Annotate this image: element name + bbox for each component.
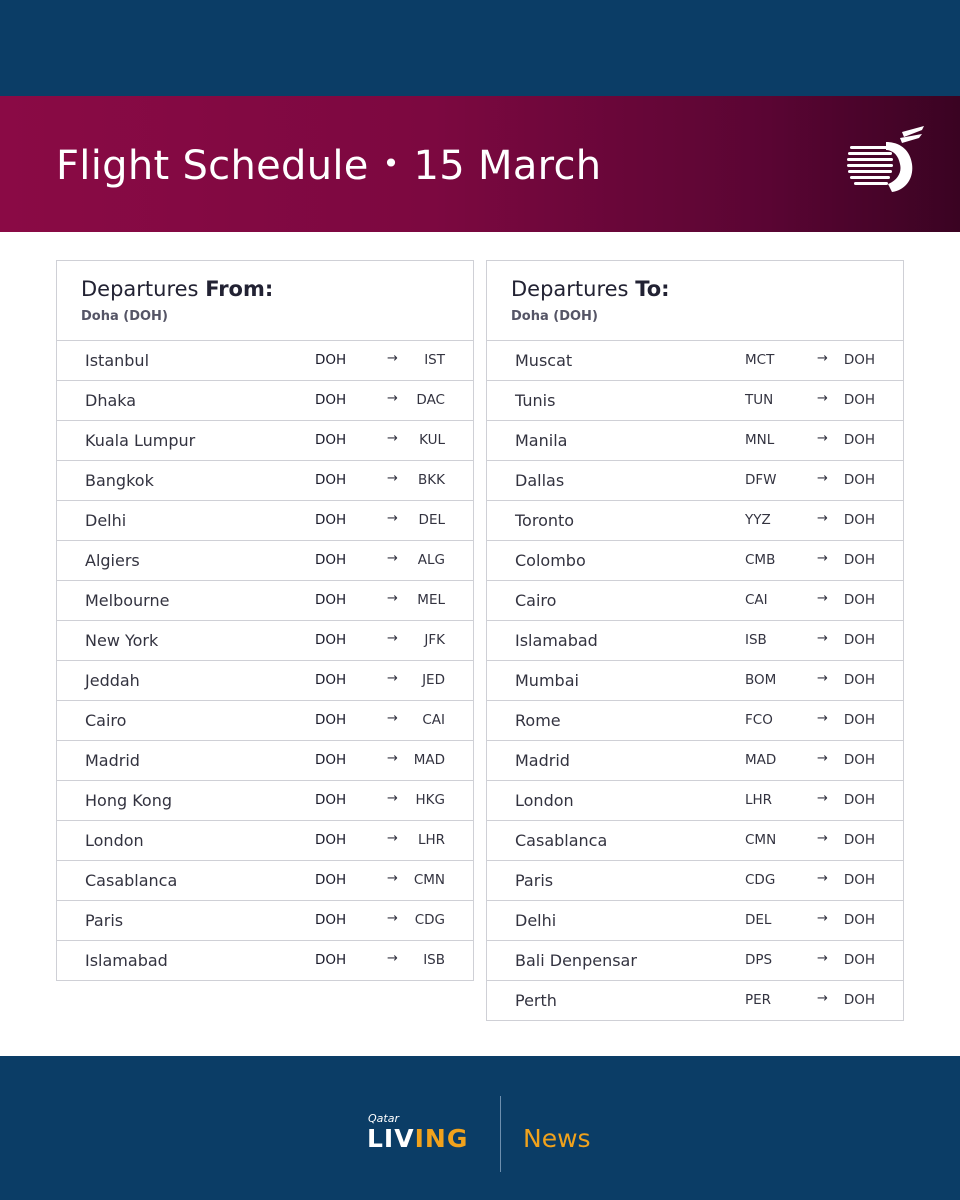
route-row <box>487 981 903 1021</box>
origin-code: DOH <box>315 472 347 488</box>
title-prefix: Departures <box>81 277 199 301</box>
origin-code: PER <box>745 992 772 1008</box>
top-bar <box>0 0 960 96</box>
route-row <box>57 621 473 661</box>
arrow-right-icon: → <box>817 831 828 846</box>
origin-code: CAI <box>745 592 768 608</box>
arrow-right-icon: → <box>387 831 398 846</box>
destination-code: DOH <box>843 632 875 648</box>
route-row <box>57 941 473 981</box>
destination-code: DOH <box>843 592 875 608</box>
departures-to-destination: Doha (DOH) <box>511 309 598 324</box>
route-city: Delhi <box>515 911 557 930</box>
arrow-right-icon: → <box>817 791 828 806</box>
route-city: Bali Denpensar <box>515 951 637 970</box>
origin-code: CDG <box>745 872 776 888</box>
route-city: Toronto <box>515 511 575 530</box>
destination-code: DOH <box>843 352 875 368</box>
route-row <box>487 581 903 621</box>
route-city: New York <box>85 631 159 650</box>
destination-code: DOH <box>843 672 875 688</box>
route-city: London <box>85 831 144 850</box>
arrow-right-icon: → <box>387 391 398 406</box>
route-row <box>57 341 473 381</box>
departures-from-header <box>57 261 473 341</box>
route-row <box>57 541 473 581</box>
page-title <box>56 143 602 189</box>
destination-code: DOH <box>843 872 875 888</box>
origin-code: DOH <box>315 952 347 968</box>
route-city: Jeddah <box>85 671 140 690</box>
route-city: Melbourne <box>85 591 170 610</box>
route-row <box>57 421 473 461</box>
route-row <box>57 381 473 421</box>
origin-code: BOM <box>745 672 777 688</box>
route-row <box>57 581 473 621</box>
route-row <box>487 741 903 781</box>
route-city: Istanbul <box>85 351 150 370</box>
route-row <box>487 901 903 941</box>
oryx-icon <box>842 124 928 198</box>
route-city: Mumbai <box>515 671 579 690</box>
origin-code: DOH <box>315 832 347 848</box>
brand-accent: ING <box>414 1124 469 1153</box>
route-city: Bangkok <box>85 471 154 490</box>
title-date: 15 March <box>413 143 602 189</box>
departures-from-title <box>81 277 273 301</box>
arrow-right-icon: → <box>387 871 398 886</box>
arrow-right-icon: → <box>387 751 398 766</box>
destination-code: DOH <box>843 832 875 848</box>
origin-code: DFW <box>745 472 777 488</box>
destination-code: DOH <box>843 392 875 408</box>
destination-code: DEL <box>418 512 445 528</box>
departures-to-card <box>486 260 904 1021</box>
origin-code: DOH <box>315 672 347 688</box>
arrow-right-icon: → <box>387 911 398 926</box>
arrow-right-icon: → <box>387 671 398 686</box>
destination-code: LHR <box>417 832 445 848</box>
arrow-right-icon: → <box>387 471 398 486</box>
arrow-right-icon: → <box>817 751 828 766</box>
destination-code: DOH <box>843 912 875 928</box>
route-row <box>487 421 903 461</box>
arrow-right-icon: → <box>817 591 828 606</box>
route-row <box>487 461 903 501</box>
arrow-right-icon: → <box>817 551 828 566</box>
origin-code: LHR <box>745 792 773 808</box>
route-row <box>57 821 473 861</box>
arrow-right-icon: → <box>387 431 398 446</box>
arrow-right-icon: → <box>387 511 398 526</box>
title-prefix: Departures <box>511 277 629 301</box>
destination-code: MEL <box>417 592 445 608</box>
destination-code: DOH <box>843 432 875 448</box>
route-row <box>57 661 473 701</box>
route-row <box>487 781 903 821</box>
arrow-right-icon: → <box>817 471 828 486</box>
arrow-right-icon: → <box>387 351 398 366</box>
route-city: Tunis <box>515 391 556 410</box>
route-row <box>487 661 903 701</box>
arrow-right-icon: → <box>817 671 828 686</box>
arrow-right-icon: → <box>817 991 828 1006</box>
departures-from-origin: Doha (DOH) <box>81 309 168 324</box>
route-row <box>57 461 473 501</box>
arrow-right-icon: → <box>387 791 398 806</box>
route-city: Cairo <box>515 591 557 610</box>
route-row <box>57 901 473 941</box>
footer-divider <box>500 1096 501 1172</box>
route-row <box>57 501 473 541</box>
route-row <box>487 821 903 861</box>
route-row <box>57 701 473 741</box>
destination-code: BKK <box>418 472 445 488</box>
destination-code: DOH <box>843 552 875 568</box>
departures-from-list <box>57 341 473 981</box>
destination-code: DOH <box>843 512 875 528</box>
arrow-right-icon: → <box>817 911 828 926</box>
route-city: Perth <box>515 991 557 1010</box>
route-city: Rome <box>515 711 561 730</box>
brand-qatar-label: Qatar <box>368 1112 399 1125</box>
origin-code: DOH <box>315 752 347 768</box>
origin-code: MAD <box>745 752 777 768</box>
title-separator: • <box>382 147 400 180</box>
route-city: Algiers <box>85 551 140 570</box>
origin-code: DOH <box>315 712 347 728</box>
route-city: Delhi <box>85 511 127 530</box>
route-row <box>487 381 903 421</box>
route-city: Islamabad <box>515 631 598 650</box>
route-city: Manila <box>515 431 568 450</box>
destination-code: DAC <box>416 392 445 408</box>
destination-code: HKG <box>415 792 445 808</box>
title-bold: To: <box>635 277 670 301</box>
arrow-right-icon: → <box>817 391 828 406</box>
route-row <box>487 941 903 981</box>
destination-code: JFK <box>424 632 445 648</box>
destination-code: DOH <box>843 952 875 968</box>
destination-code: DOH <box>843 712 875 728</box>
route-city: Cairo <box>85 711 127 730</box>
origin-code: ISB <box>745 632 767 648</box>
arrow-right-icon: → <box>387 551 398 566</box>
route-city: Kuala Lumpur <box>85 431 196 450</box>
arrow-right-icon: → <box>387 631 398 646</box>
arrow-right-icon: → <box>817 431 828 446</box>
route-city: Madrid <box>85 751 140 770</box>
destination-code: MAD <box>413 752 445 768</box>
arrow-right-icon: → <box>817 711 828 726</box>
origin-code: DOH <box>315 632 347 648</box>
route-city: Casablanca <box>515 831 608 850</box>
destination-code: JED <box>422 672 445 688</box>
route-row <box>487 501 903 541</box>
arrow-right-icon: → <box>817 951 828 966</box>
origin-code: DOH <box>315 792 347 808</box>
origin-code: MCT <box>745 352 775 368</box>
destination-code: IST <box>424 352 445 368</box>
route-city: Colombo <box>515 551 586 570</box>
arrow-right-icon: → <box>817 871 828 886</box>
route-row <box>487 861 903 901</box>
route-city: Hong Kong <box>85 791 172 810</box>
route-city: Casablanca <box>85 871 178 890</box>
route-city: Paris <box>515 871 554 890</box>
destination-code: ISB <box>423 952 445 968</box>
arrow-right-icon: → <box>817 631 828 646</box>
departures-to-list <box>487 341 903 1021</box>
route-city: Paris <box>85 911 124 930</box>
origin-code: DPS <box>745 952 773 968</box>
origin-code: FCO <box>745 712 773 728</box>
news-label: News <box>523 1124 591 1153</box>
origin-code: MNL <box>745 432 775 448</box>
origin-code: YYZ <box>745 512 771 528</box>
origin-code: TUN <box>745 392 774 408</box>
route-row <box>487 341 903 381</box>
arrow-right-icon: → <box>817 351 828 366</box>
departures-from-card <box>56 260 474 981</box>
destination-code: CMN <box>413 872 445 888</box>
route-row <box>57 781 473 821</box>
route-row <box>487 701 903 741</box>
arrow-right-icon: → <box>387 711 398 726</box>
route-city: Madrid <box>515 751 570 770</box>
title-bold: From: <box>205 277 274 301</box>
origin-code: DOH <box>315 432 347 448</box>
origin-code: CMN <box>745 832 777 848</box>
route-city: Muscat <box>515 351 573 370</box>
destination-code: DOH <box>843 792 875 808</box>
destination-code: ALG <box>417 552 445 568</box>
destination-code: DOH <box>843 752 875 768</box>
brand-main: LIV <box>367 1124 415 1153</box>
destination-code: DOH <box>843 992 875 1008</box>
departures-to-title <box>511 277 670 301</box>
route-city: Dallas <box>515 471 565 490</box>
origin-code: DOH <box>315 512 347 528</box>
destination-code: DOH <box>843 472 875 488</box>
route-row <box>57 741 473 781</box>
departures-to-header <box>487 261 903 341</box>
origin-code: DEL <box>745 912 772 928</box>
arrow-right-icon: → <box>387 951 398 966</box>
origin-code: DOH <box>315 392 347 408</box>
origin-code: DOH <box>315 592 347 608</box>
arrow-right-icon: → <box>387 591 398 606</box>
origin-code: DOH <box>315 352 347 368</box>
origin-code: DOH <box>315 912 347 928</box>
route-row <box>57 861 473 901</box>
arrow-right-icon: → <box>817 511 828 526</box>
route-row <box>487 541 903 581</box>
route-city: Dhaka <box>85 391 137 410</box>
route-city: Islamabad <box>85 951 168 970</box>
origin-code: DOH <box>315 872 347 888</box>
footer-bar <box>0 1056 960 1200</box>
origin-code: CMB <box>745 552 776 568</box>
origin-code: DOH <box>315 552 347 568</box>
route-row <box>487 621 903 661</box>
brand-living-logo <box>367 1124 468 1153</box>
destination-code: CAI <box>422 712 445 728</box>
title-text: Flight Schedule <box>56 143 369 189</box>
destination-code: CDG <box>414 912 445 928</box>
destination-code: KUL <box>419 432 445 448</box>
route-city: London <box>515 791 574 810</box>
